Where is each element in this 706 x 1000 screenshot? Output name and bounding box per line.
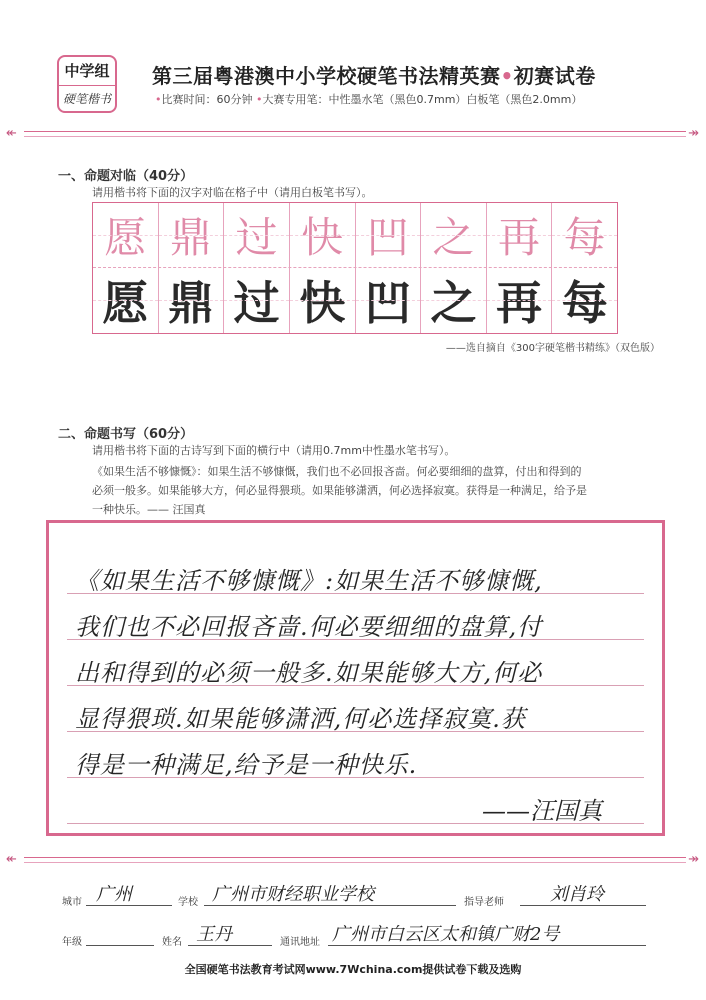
grid-cell — [552, 203, 617, 267]
group-label: 中学组 — [59, 57, 115, 86]
divider — [24, 862, 686, 863]
grid-cell — [421, 267, 487, 333]
handwritten-line: 《如果生活不够慷慨》:如果生活不够慷慨, — [75, 567, 543, 595]
model-char: 快 — [301, 213, 344, 262]
city-value: 广州 — [96, 884, 132, 905]
exam-info — [155, 91, 582, 107]
title-main: 第三届粤港澳中小学校硬笔书法精英赛 — [152, 64, 501, 88]
passage-line: 必须一般多。如果能够大方，何必显得猥琐。如果能够潇洒，何必选择寂寞。获得是一种满足，给予是 — [92, 484, 587, 497]
teacher-value: 刘肖玲 — [550, 884, 604, 905]
grid-cell — [159, 267, 225, 333]
school-value: 广州市财经职业学校 — [212, 884, 374, 905]
model-char: 鼎 — [169, 213, 212, 262]
section1-instruction: 请用楷书将下面的汉字对临在格子中（请用白板笔书写）。 — [92, 186, 373, 199]
poem-passage — [92, 462, 664, 519]
written-char: 过 — [233, 276, 280, 330]
title-separator: • — [500, 64, 514, 88]
handwritten-line: 出和得到的必须一般多.如果能够大方,何必 — [75, 659, 543, 687]
written-char: 之 — [430, 276, 477, 330]
grid-cell — [159, 203, 225, 267]
section2-instruction: 请用楷书将下面的古诗写到下面的横行中（请用0.7mm中性墨水笔书写）。 — [92, 444, 456, 457]
model-row — [93, 203, 617, 268]
grid-cell — [290, 267, 356, 333]
grid-cell — [290, 203, 356, 267]
footer-note: 全国硬笔书法教育考试网www.7Wchina.com提供试卷下载及选购 — [184, 963, 522, 976]
model-char: 过 — [235, 213, 278, 262]
grid-cell — [93, 267, 159, 333]
name-underline — [188, 945, 272, 946]
model-char: 愿 — [104, 213, 147, 262]
grid-cell — [487, 203, 553, 267]
grade-underline — [86, 945, 154, 946]
teacher-label: 指导老师 — [464, 897, 504, 908]
model-char: 再 — [498, 213, 541, 262]
model-char: 每 — [563, 213, 606, 262]
grade-label: 年级 — [62, 937, 82, 948]
written-char: 鼎 — [167, 276, 214, 330]
school-label: 学校 — [178, 897, 198, 908]
divider — [24, 131, 686, 132]
handwritten-line: 得是一种满足,给予是一种快乐. — [75, 751, 418, 779]
grid-cell — [552, 267, 617, 333]
written-char: 再 — [496, 276, 543, 330]
grid-cell — [356, 203, 422, 267]
grid-cell — [224, 203, 290, 267]
writing-box — [46, 520, 665, 836]
address-label: 通讯地址 — [280, 937, 320, 948]
address-underline — [328, 945, 646, 946]
ornament-right-icon: ↞ — [688, 852, 699, 867]
passage-line: 一种快乐。—— 汪国真 — [92, 503, 206, 516]
bullet: • — [155, 93, 162, 106]
ornament-right-icon: ↞ — [688, 126, 699, 141]
written-char: 愿 — [102, 276, 149, 330]
pen-spec: 大赛专用笔：中性墨水笔（黑色0.7mm）白板笔（黑色2.0mm） — [262, 93, 583, 106]
bullet: • — [256, 93, 263, 106]
section1-title: 一、命题对临（40分） — [58, 169, 194, 184]
written-row — [93, 267, 617, 333]
page-title — [152, 60, 596, 89]
source-note: ——选自摘自《300字硬笔楷书精练》（双色版） — [445, 343, 660, 354]
model-char: 之 — [432, 213, 475, 262]
grid-cell — [487, 267, 553, 333]
written-char: 凹 — [364, 276, 411, 330]
written-char: 快 — [299, 276, 346, 330]
handwritten-signature: ——汪国真 — [482, 797, 602, 825]
ornament-left-icon: ↞ — [6, 126, 17, 141]
divider — [24, 136, 686, 137]
divider — [24, 857, 686, 858]
grid-cell — [224, 267, 290, 333]
city-underline — [86, 905, 172, 906]
grid-cell — [356, 267, 422, 333]
address-value: 广州市白云区太和镇广财2号 — [332, 924, 560, 945]
ornament-left-icon: ↞ — [6, 852, 17, 867]
handwritten-line: 我们也不必回报吝啬.何必要细细的盘算,付 — [75, 613, 543, 641]
grid-cell — [421, 203, 487, 267]
title-suffix: 初赛试卷 — [513, 64, 596, 88]
style-label: 硬笔楷书 — [62, 92, 111, 106]
copy-grid — [92, 202, 618, 334]
grid-cell — [93, 203, 159, 267]
written-char: 每 — [561, 276, 608, 330]
exam-time: 比赛时间：60分钟 — [161, 93, 253, 106]
passage-line: 《如果生活不够慷慨》：如果生活不够慷慨，我们也不必回报吝啬。何必要细细的盘算，付出和得到的 — [92, 465, 582, 478]
group-badge — [57, 55, 117, 113]
handwritten-line: 显得猥琐.如果能够潇洒,何必选择寂寞.获 — [75, 705, 526, 733]
teacher-underline — [520, 905, 646, 906]
name-value: 王丹 — [196, 924, 232, 945]
name-label: 姓名 — [162, 937, 182, 948]
school-underline — [204, 905, 456, 906]
section2-title: 二、命题书写（60分） — [58, 427, 194, 442]
model-char: 凹 — [366, 213, 409, 262]
city-label: 城市 — [62, 897, 82, 908]
